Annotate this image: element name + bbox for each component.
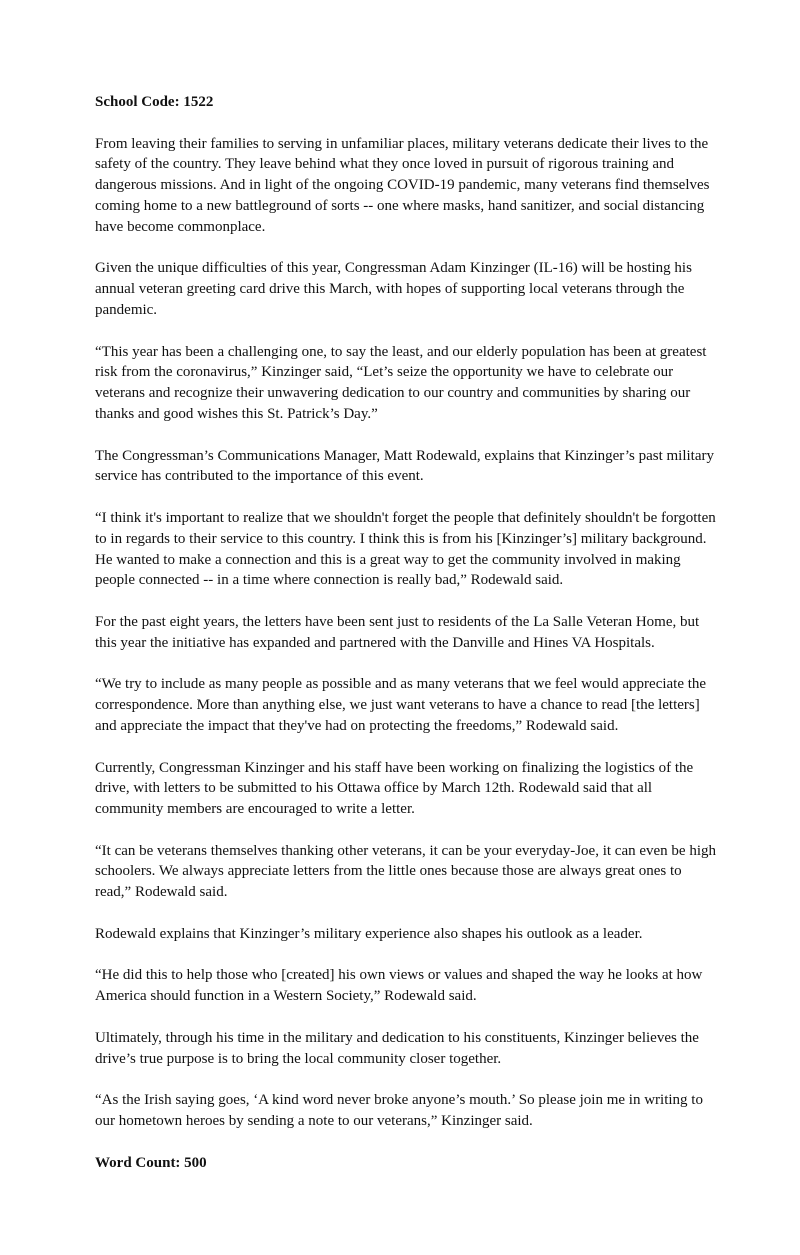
paragraph-12: Ultimately, through his time in the military and dedication to his constituents, Kinzinger believes the drive’s true purpose is to bring the local community closer together. xyxy=(95,1029,699,1067)
paragraph-1: From leaving their families to serving in unfamiliar places, military veterans dedicate their lives to the safety of the country. They leave behind what they once loved in pursuit of rigorous training and dangerous missions. And in light of the ongoing COVID-19 pandemic, many veterans find themselves coming home to a new battleground of sorts -- one where masks, hand sanitizer, and social distancing have become commonplace. xyxy=(95,135,710,235)
word-count-footer: Word Count: 500 xyxy=(95,1154,207,1171)
paragraph-10: Rodewald explains that Kinzinger’s military experience also shapes his outlook as a leader. xyxy=(95,925,643,942)
paragraph-2: Given the unique difficulties of this year, Congressman Adam Kinzinger (IL-16) will be hosting his annual veteran greeting card drive this March, with hopes of supporting local veterans through the pandemic. xyxy=(95,260,692,318)
paragraph-5: “I think it's important to realize that we shouldn't forget the people that definitely shouldn't be forgotten to in regards to their service to this country. I think this is from his [Kinzinger’s] military background. He wanted to make a connection and this is a great way to get the community involved in making people connected -- in a time where connection is really bad,” Rodewald said. xyxy=(95,509,716,589)
paragraph-8: Currently, Congressman Kinzinger and his staff have been working on finalizing the logistics of the drive, with letters to be submitted to his Ottawa office by March 12th. Rodewald said that all community members are encouraged to write a letter. xyxy=(95,759,694,818)
paragraph-3: “This year has been a challenging one, to say the least, and our elderly population has been at greatest risk from the coronavirus,” Kinzinger said, “Let’s seize the opportunity we have to celebrate our veterans and recognize their unwavering dedication to our country and communities by sharing our thanks and good wishes this St. Patrick’s Day.” xyxy=(95,343,707,422)
paragraph-6: For the past eight years, the letters have been sent just to residents of the La Salle Veteran Home, but this year the initiative has expanded and partnered with the Danville and Hines VA Hospitals. xyxy=(95,613,700,651)
document-page xyxy=(95,92,720,1173)
school-code-heading: School Code: 1522 xyxy=(95,94,214,110)
paragraph-11: “He did this to help those who [created] his own views or values and shaped the way he looks at how America should function in a Western Society,” Rodewald said. xyxy=(95,967,703,1005)
paragraph-7: “We try to include as many people as possible and as many veterans that we feel would appreciate the correspondence. More than anything else, we just want veterans to have a chance to read [the letters] and appreciate the impact that they've had on protecting the freedoms,” Rodewald said. xyxy=(95,676,707,734)
paragraph-4: The Congressman’s Communications Manager, Matt Rodewald, explains that Kinzinger’s past military service has contributed to the importance of this event. xyxy=(95,447,715,485)
paragraph-9: “It can be veterans themselves thanking other veterans, it can be your everyday-Joe, it can even be high schoolers. We always appreciate letters from the little ones because those are always great ones to read,” Rodewald said. xyxy=(95,842,717,901)
paragraph-13: “As the Irish saying goes, ‘A kind word never broke anyone’s mouth.’ So please join me in writing to our hometown heroes by sending a note to our veterans,” Kinzinger said. xyxy=(95,1092,703,1130)
